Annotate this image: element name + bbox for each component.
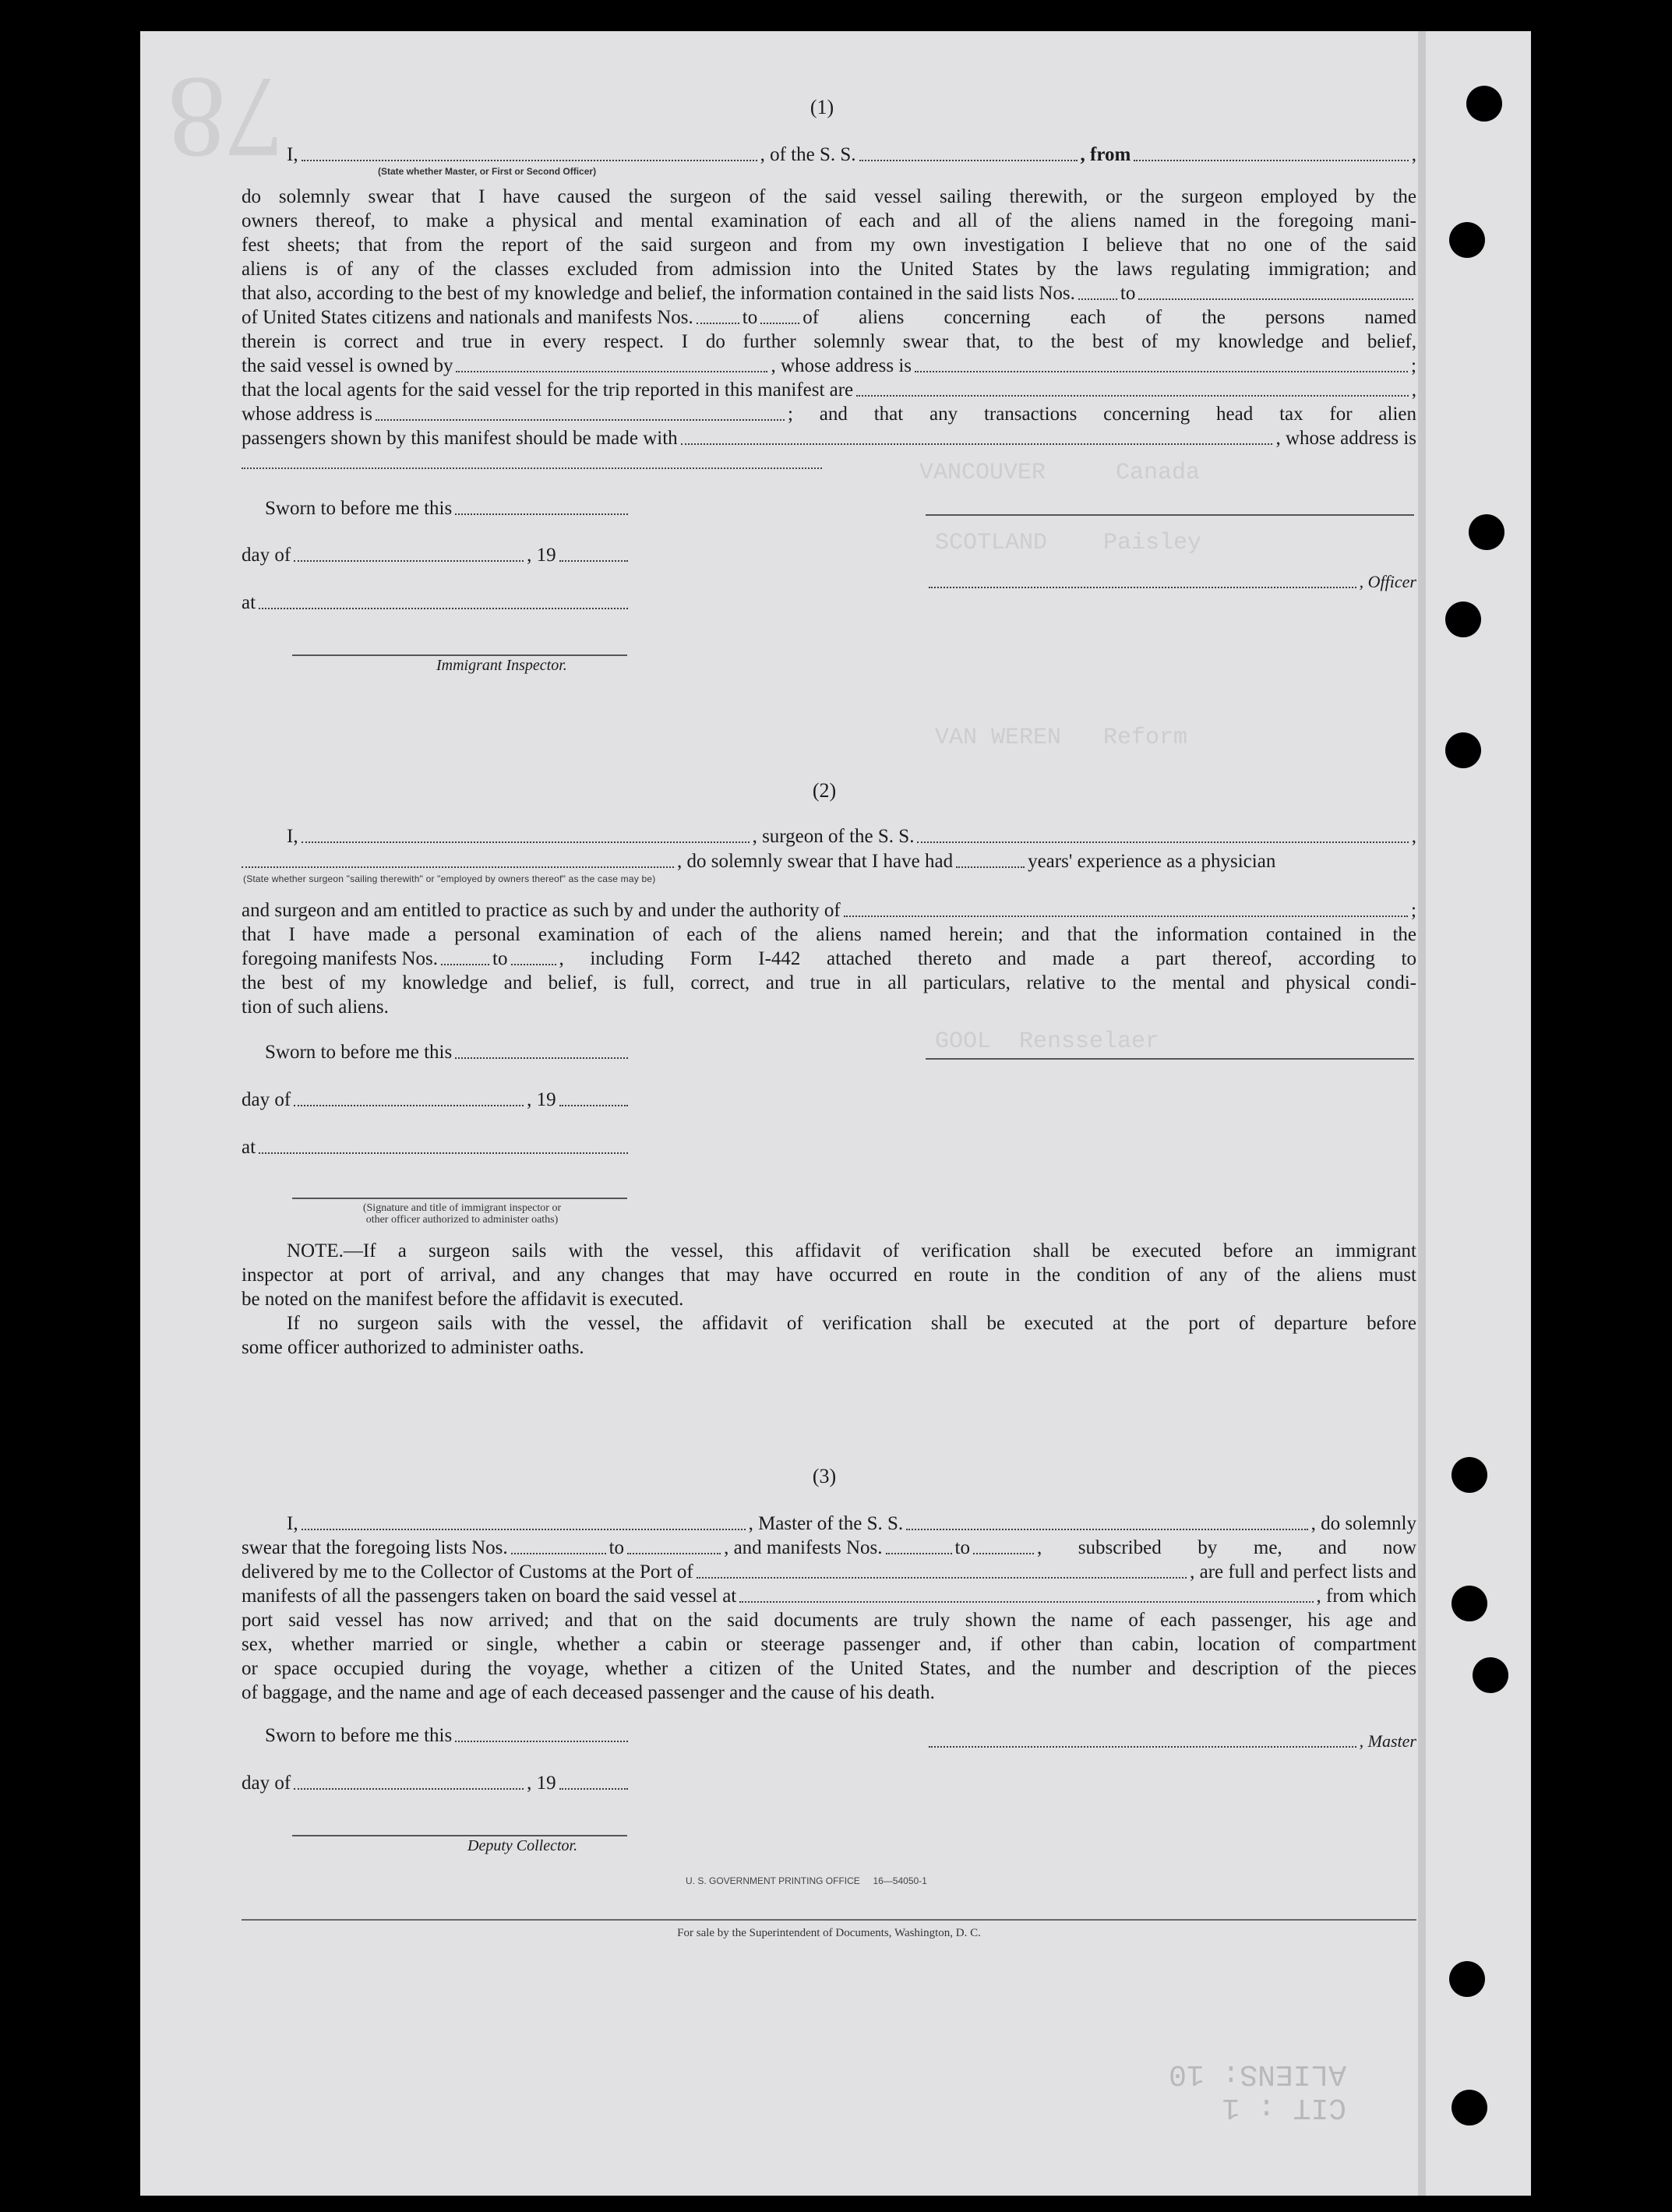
punch-hole [1473,1657,1508,1693]
s3-sworn-year-field[interactable] [559,1788,628,1790]
s1-text: of aliens concerning each of the persons named [802,307,1416,328]
s2-sig-caption-line: (Signature and title of immigrant inspector or [362,1202,562,1214]
bleedthrough-text: VANCOUVER Canada [919,460,1201,486]
punch-hole [1445,732,1481,768]
s3-text: , subscribed by me, and now [1036,1537,1416,1558]
section-3-heading: (3) [812,1465,837,1487]
s1-sworn-line [265,496,631,520]
inspector-signature-line[interactable] [292,654,627,656]
note-line: inspector at port of arrival, and any changes that may have occurred en route in the condition of any of the aliens must [242,1265,1416,1286]
s1-signature-line[interactable] [926,514,1414,516]
s3-lists-from-field[interactable] [511,1553,606,1554]
s3-sworn-month-field[interactable] [294,1788,524,1790]
manifests-to-field[interactable] [760,323,799,324]
s1-line-6 [242,305,1416,330]
owner-address-field[interactable] [915,371,1408,372]
s2-text: , including Form I-442 attached thereto and made a part thereof, according to [559,948,1416,969]
s3-master-label: , Master [1359,1731,1416,1751]
s1-day-line [242,543,631,567]
s1-text: day of [242,545,291,566]
s1-officer-line [926,570,1416,594]
s1-text: I, [287,144,298,165]
s1-text: , of the S. S. [760,144,856,165]
s3-text: , from which [1316,1586,1416,1607]
bleedthrough-text: VAN WEREN Reform [935,725,1188,751]
s3-para-line: or space occupied during the voyage, whether a citizen of the United States, and the number and description of the pieces [242,1658,1416,1679]
s1-para-line: therein is correct and true in every respect. I do further solemnly swear that, to the best of my knowledge and belief, [242,331,1416,352]
s3-text: delivered by me to the Collector of Customs at the Port of [242,1561,693,1582]
s3-text: to [954,1537,970,1558]
s1-text: , [1411,379,1416,400]
s2-para-line: that I have made a personal examination of each of the aliens named herein; and that the information contained in the [242,924,1416,945]
s2-para-line: the best of my knowledge and belief, is full, correct, and true in all particulars, relative to the mental and physical condi- [242,972,1416,993]
collector-label: Deputy Collector. [467,1837,578,1854]
collector-signature-line[interactable] [292,1835,627,1836]
s2-day-line [242,1088,631,1112]
section-1-heading: (1) [810,96,834,118]
s2-text: ; [1411,900,1416,921]
s1-text: , from [1080,144,1131,165]
s2-text: Sworn to before me this [265,1042,453,1063]
s3-sworn-line [265,1723,631,1748]
punch-hole [1452,1457,1487,1493]
inspector-label: Immigrant Inspector. [436,657,567,674]
master-name-field[interactable] [302,160,757,161]
punch-hole [1449,1961,1485,1997]
s1-line-11 [242,426,1416,450]
s2-official-signature-line[interactable] [292,1198,627,1199]
s1-at-line [242,591,631,615]
s3-para-line: sex, whether married or single, whether a cabin or steerage passenger and, if other than cabin, location of compartment [242,1634,1416,1655]
s1-para-line: aliens is of any of the classes excluded from admission into the United States by the laws regulating immigration; and [242,259,1416,280]
s3-text: , are full and perfect lists and [1190,1561,1416,1582]
s3-text: swear that the foregoing lists Nos. [242,1537,508,1558]
handwritten-number-mark: 78 [168,53,284,182]
s3-ship-field[interactable] [906,1529,1307,1530]
s2-manifests-from-field[interactable] [441,964,489,965]
stamp-mark: CIT : 1 ALIENS: 10 [1169,2057,1347,2124]
s2-line-2 [242,849,1416,873]
s3-text: day of [242,1773,291,1794]
s1-text: that also, according to the best of my knowledge and belief, the information contained in the said lists Nos. [242,283,1075,304]
s2-sig-caption-line: other officer authorized to administer oaths) [365,1214,559,1226]
s1-line-9 [242,378,1416,402]
footer-rule [242,1919,1416,1921]
note-line: be noted on the manifest before the affidavit is executed. [242,1289,684,1310]
s1-text: , whose address is [1275,428,1416,449]
s3-lists-to-field[interactable] [627,1553,721,1554]
s1-text: , [1411,144,1416,165]
s3-line-4 [242,1584,1416,1608]
paper-edge [1418,31,1426,2196]
punch-hole [1469,514,1504,550]
s2-sig-caption [298,1202,626,1226]
ship-name-field[interactable] [859,160,1078,161]
s1-text: ; and that any transactions concerning head tax for alien [788,404,1416,425]
s3-para-line: of baggage, and the name and age of each deceased passenger and the cause of his death. [242,1682,935,1703]
s2-text: , surgeon of the S. S. [752,826,915,847]
head-tax-agent-field[interactable] [681,443,1273,445]
s2-sworn-month-field[interactable] [294,1105,524,1106]
surgeon-name-field[interactable] [302,841,750,843]
s1-line-1 [242,143,1416,167]
s3-text: Sworn to before me this [265,1725,453,1746]
s1-text: that the local agents for the said vessel for the trip reported in this manifest are [242,379,854,400]
s3-text: , do solemnly [1310,1513,1416,1534]
s2-text: to [492,948,508,969]
s2-ship-field[interactable] [917,841,1408,843]
s3-line-3 [242,1560,1416,1584]
s1-text: ; [1411,355,1416,376]
s1-text: , 19 [527,545,556,566]
s3-master-signature-field[interactable] [929,1746,1356,1748]
surgeon-status-field[interactable] [242,866,674,868]
customs-port-field[interactable] [697,1577,1187,1579]
sworn-place-field[interactable] [259,608,628,609]
s1-text: the said vessel is owned by [242,355,453,376]
surgeon-signature-line[interactable] [926,1058,1414,1060]
s2-text: day of [242,1089,291,1110]
s1-para-line: fest sheets; that from the report of the said surgeon and from my own investigation I believe that no one of the said [242,235,1416,256]
punch-hole [1466,86,1502,122]
gpo-imprint: U. S. GOVERNMENT PRINTING OFFICE 16—54050-1 [686,1875,927,1886]
s2-text: and surgeon and am entitled to practice as such by and under the authority of [242,900,841,921]
s3-line-2 [242,1536,1416,1560]
s2-sworn-line [265,1040,631,1064]
s1-text: passengers shown by this manifest should be made with [242,428,678,449]
sworn-year-field[interactable] [559,560,628,562]
s2-at-line [242,1135,631,1159]
s2-manifests-to-field[interactable] [511,964,556,965]
s3-sworn-day-field[interactable] [455,1741,628,1742]
s2-text: I, [287,826,298,847]
s3-text: to [608,1537,625,1558]
s3-day-line [242,1771,631,1795]
embarkation-port-field[interactable] [739,1601,1313,1603]
s1-officer-label: , Officer [1359,572,1416,591]
bleedthrough-text: GOOL Rensselaer [935,1028,1160,1055]
officer-signature-field[interactable] [929,587,1356,588]
s1-text: whose address is [242,404,373,425]
sworn-day-field[interactable] [455,513,628,515]
note-line: NOTE.—If a surgeon sails with the vessel, this affidavit of verification shall be executed before an immigrant [287,1240,1416,1261]
s3-manifests-from-field[interactable] [886,1553,952,1554]
lists-to-field[interactable] [1138,298,1413,300]
s3-manifests-to-field[interactable] [973,1553,1034,1554]
s3-master-name-field[interactable] [302,1529,746,1530]
punch-hole [1449,222,1485,258]
port-from-field[interactable] [1134,160,1408,161]
s1-line-10 [242,402,1416,426]
s1-text: Sworn to before me this [265,498,453,519]
s1-caption: (State whether Master, or First or Second Officer) [378,166,597,177]
s3-text: I, [287,1513,298,1534]
s2-text: , do solemnly swear that I have had [677,851,954,872]
s1-text: of United States citizens and nationals and manifests Nos. [242,307,693,328]
s1-text: , whose address is [771,355,912,376]
s2-text: foregoing manifests Nos. [242,948,439,969]
bleedthrough-text: SCOTLAND Paisley [935,530,1202,556]
s2-caption: (State whether surgeon "sailing therewith" or "employed by owners thereof" as the case may be) [243,873,656,884]
owner-field[interactable] [456,371,767,372]
years-experience-field[interactable] [956,866,1025,868]
s2-para-line: tion of such aliens. [242,997,389,1018]
s2-sworn-day-field[interactable] [455,1057,628,1059]
s1-para-line: do solemnly swear that I have caused the surgeon of the said vessel sailing therewith, or the surgeon employed by the [242,186,1416,207]
punch-hole [1452,2090,1487,2126]
s1-para-line: owners thereof, to make a physical and mental examination of each and all of the aliens named in the foregoing mani- [242,210,1416,231]
s2-line-3 [242,898,1416,923]
s2-text: , 19 [527,1089,556,1110]
s3-text: manifests of all the passengers taken on board the said vessel at [242,1586,737,1607]
s1-text: to [742,307,758,328]
note-line: some officer authorized to administer oaths. [242,1337,584,1358]
for-sale-note: For sale by the Superintendent of Documents, Washington, D. C. [677,1927,981,1939]
s1-text: at [242,592,256,613]
s2-sworn-place-field[interactable] [259,1152,628,1154]
section-2-heading: (2) [812,779,837,802]
s3-master-line [926,1729,1416,1753]
head-tax-address-field[interactable] [242,467,822,469]
authority-field[interactable] [844,915,1408,917]
s1-text: to [1120,283,1136,304]
sworn-month-field[interactable] [294,560,524,562]
manifests-from-field[interactable] [697,323,739,324]
s3-para-line: port said vessel has now arrived; and that on the said documents are truly shown the name of each passenger, his age and [242,1610,1416,1631]
s2-text: , [1411,826,1416,847]
s3-text: , Master of the S. S. [748,1513,904,1534]
lists-from-field[interactable] [1078,298,1117,300]
s2-sworn-year-field[interactable] [559,1105,628,1106]
s2-line-5 [242,947,1416,971]
local-agents-field[interactable] [856,395,1409,397]
s2-text: at [242,1137,256,1158]
s3-line-1 [242,1512,1416,1536]
s3-text: , and manifests Nos. [724,1537,883,1558]
s2-text: years' experience as a physician [1028,851,1276,872]
s1-line-8 [242,354,1416,378]
s2-line-1 [242,824,1416,848]
s3-text: , 19 [527,1773,556,1794]
punch-hole [1445,602,1481,637]
agents-address-field[interactable] [376,419,785,421]
s1-line-5 [242,281,1416,305]
punch-hole [1452,1586,1487,1621]
note-line: If no surgeon sails with the vessel, the affidavit of verification shall be executed at the port of departure before [287,1313,1416,1334]
